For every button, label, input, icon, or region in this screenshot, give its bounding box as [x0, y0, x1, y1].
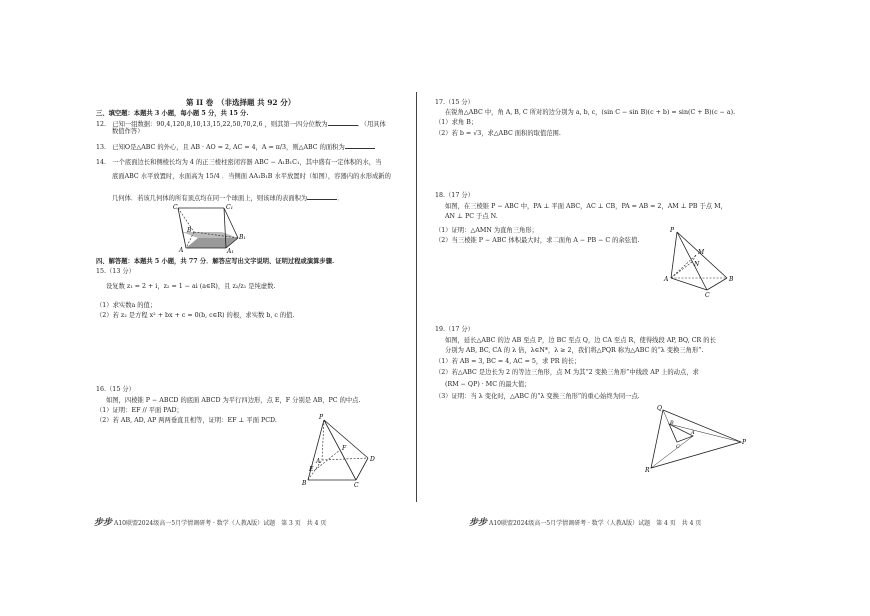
prism-figure	[168, 202, 248, 254]
q16-text: 如图，四棱锥 P − ABCD 的底面 ABCD 为平行四边形，点 E，F 分别是 AB，PC 的中点.	[106, 397, 361, 404]
water-front	[186, 238, 238, 248]
label-A: A	[691, 430, 695, 436]
label-B: B	[670, 420, 674, 426]
q15-text: 设复数 z₁ = 2 + i，z₂ = 1 − ai (a∈R)，且 z₂/z₁ 是纯虚数.	[106, 283, 276, 290]
brand-logo: 步步	[94, 518, 113, 528]
label-F: F	[342, 445, 347, 452]
label-A: A	[316, 458, 321, 465]
footer-right	[469, 515, 701, 528]
q12-text: 12. 已知一组数据：90,4,120,8,10,13,15,22,50,70,2,6 ，则其第一四分位数为	[96, 121, 328, 128]
q19-part2a: （2）若△ABC 是边长为 2 的等边三角形，点 M 为其“2 变换三角形”中线段 AP 上的动点，求	[435, 369, 699, 376]
part4-heading: 四、解答题：本题共 5 小题，共 77 分．解答应写出文字说明、证明过程或演算步骤.	[96, 258, 335, 265]
label-A1: A₁	[227, 248, 234, 254]
q14-text: 几何体．若该几何体的所有顶点均在同一个球面上，则该球的表面积为	[112, 195, 308, 202]
q14-line1: 14. 一个底面边长和侧棱长均为 4 的正三棱柱密闭容器 ABC − A₁B₁C₁，其中盛有一定体积的水，当	[96, 159, 382, 166]
tetrahedron-figure	[663, 226, 739, 298]
label-A: A	[664, 276, 669, 283]
q16-part1: （1）证明：EF // 平面 PAD；	[96, 407, 183, 414]
q14-tail: ．	[337, 195, 344, 202]
page-divider	[416, 92, 417, 502]
q18-part2: （2）当三棱锥 P − ABC 体积最大时，求二面角 A − PB − C 的余弦值.	[435, 237, 640, 244]
label-C1: C₁	[226, 204, 233, 211]
q18-line2: AN ⊥ PC 于点 N.	[445, 213, 498, 220]
label-P: P	[319, 414, 324, 421]
label-D: D	[370, 456, 375, 463]
label-B: B	[729, 276, 734, 283]
q12-tail: ．（用具体	[357, 121, 386, 128]
q19-line2: 分别为 AB, BC, CA 的 λ 倍，λ∈N*，λ ≥ 2，我们将△PQR 称为△ABC 的“λ 变换三角形”.	[445, 347, 704, 354]
q14-blank	[307, 193, 337, 200]
q16-part2: （2）若 AB, AD, AP 两两垂直且相等，证明：EF ⊥ 平面 PCD.	[96, 417, 277, 424]
q15-header: 15.（13 分）	[96, 268, 135, 275]
label-C: C	[354, 482, 359, 488]
q19-part3: （3）证明：当 λ 变化时，△ABC 的“λ 变换三角形”的重心始终为同一点.	[435, 393, 640, 400]
label-C: C	[676, 444, 680, 450]
triangle-PQR	[651, 410, 741, 468]
label-P: P	[742, 439, 747, 446]
label-R: R	[645, 467, 650, 474]
label-Q: Q	[657, 405, 662, 412]
q15-part1: （1）求实数a 的值；	[96, 302, 157, 309]
q19-header: 19.（17 分）	[435, 326, 474, 333]
right-page	[435, 0, 870, 616]
section-title: 第 II 卷 （非选择题 共 92 分）	[186, 98, 296, 107]
q15-part2: （2）若 z₂ 是方程 x² + bx + c = 0(b, c∈R) 的根，求实数 b, c 的值.	[96, 312, 295, 319]
footer-text: A10联盟2024级高一5月学情调研考 · 数学（人教A版）试题 第 3 页 共 4 页	[114, 520, 327, 527]
label-B: B	[187, 227, 192, 234]
q17-part1: （1）求角 B；	[435, 119, 478, 126]
q18-part1: （1）证明：△AMN 为直角三角形；	[435, 227, 538, 234]
label-C: C	[705, 292, 710, 298]
triangle-ABC	[669, 424, 693, 442]
label-E: E	[309, 466, 314, 473]
q17-text: 在锐角△ABC 中，角 A, B, C 所对的边分别为 a, b, c，(sin C − sin B)(c + b) = sin(C + B)(c − a).	[445, 109, 736, 116]
footer-left	[94, 515, 326, 528]
transform-triangle-figure	[643, 402, 747, 474]
q18-line1: 如图，在三棱锥 P − ABC 中，PA ⊥ 平面 ABC，AC ⊥ CB，PA = AB = 2，AM ⊥ PB 于点 M，	[445, 203, 727, 210]
label-P: P	[670, 227, 675, 234]
q16-header: 16.（15 分）	[96, 386, 135, 393]
q19-line1: 如图，延长△ABC 的边 AB 至点 P，边 BC 至点 Q，边 CA 至点 R，使得线段 AP, BQ, CR 的长	[445, 337, 716, 344]
q18-header: 18.（17 分）	[435, 192, 474, 199]
brand-logo: 步步	[469, 518, 488, 528]
q19-part2b: (RM − QP) · MC 的最大值；	[445, 381, 531, 388]
q19-part1: （1）若 AB = 3, BC = 4, AC = 5，求 PR 的长；	[435, 358, 581, 365]
q17-part2: （2）若 b = √3，求△ABC 面积的取值范围.	[435, 130, 561, 137]
footer-text: A10联盟2024级高一5月学情调研考 · 数学（人教A版）试题 第 4 页 共 4 页	[489, 520, 702, 527]
label-N: N	[694, 261, 700, 268]
q13-blank	[345, 142, 375, 149]
label-B1: B₁	[239, 234, 246, 241]
q13-text: 13. 已知O是△ABC 的外心，且 AB · AO = 2, AC = 4，A = π/3，则△ABC 的面积为	[96, 144, 345, 151]
part3-heading: 三、填空题：本题共 3 小题，每小题 5 分，共 15 分.	[96, 110, 249, 117]
q17-header: 17.（15 分）	[435, 99, 474, 106]
label-A: A	[179, 247, 184, 254]
q13-line	[96, 142, 375, 152]
label-M: M	[698, 249, 705, 256]
q14-line2: 底面ABC 水平放置时，水面高为 15/4 ．当侧面 AA₁B₁B 水平放置时（如图），容器内的水形成新的	[112, 173, 391, 180]
label-B: B	[302, 480, 307, 487]
label-C: C	[173, 204, 178, 211]
pyramid-figure	[296, 412, 382, 488]
q12-line2: 数值作答）	[112, 128, 144, 135]
q12-blank	[328, 119, 358, 126]
